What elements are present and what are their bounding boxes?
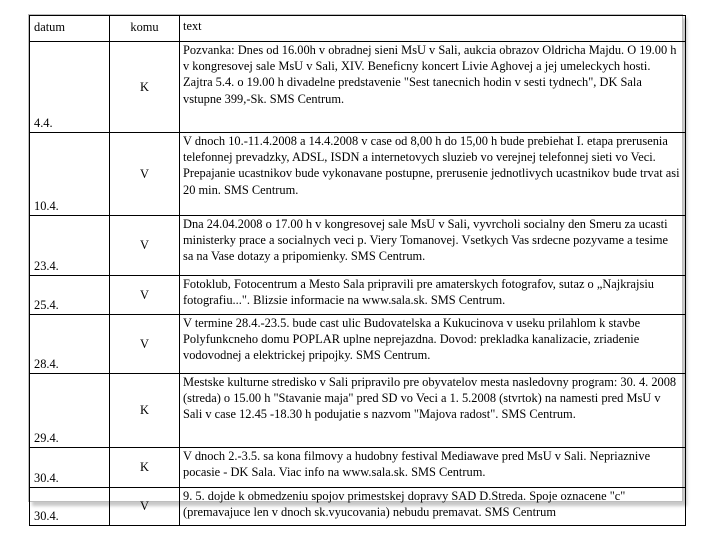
row-text: Dna 24.04.2008 o 17.00 h v kongresovej sale MsU v Sali, vyvrcholi socialny den Smeru za ucasti ministerky prace a socialnych veci p. Viery Tomanovej. Vsetkych Vas srdecne pozyvame a tesime sa na Vase dotazy a pripomienky. SMS Centrum. [180,216,686,276]
header-text: text [180,16,686,42]
row-date: 4.4. [30,42,110,133]
sms-table [29,15,686,526]
row-to: V [110,216,180,276]
row-date: 30.4. [30,488,110,526]
row-to: K [110,374,180,448]
row-date: 23.4. [30,216,110,276]
row-to: V [110,276,180,315]
table-row [30,276,686,315]
table-row [30,488,686,526]
header-date: datum [30,16,110,42]
row-to: K [110,42,180,133]
row-text: V dnoch 2.-3.5. sa kona filmovy a hudobny festival Mediawave pred MsU v Sali. Nepriaznive pocasie - DK Sala. Viac info na www.sala.sk. SMS Centrum. [180,448,686,488]
row-date: 29.4. [30,374,110,448]
row-date: 10.4. [30,133,110,216]
row-text: Pozvanka: Dnes od 16.00h v obradnej sieni MsU v Sali, aukcia obrazov Oldricha Majdu. O 19.00 h v kongresovej sale MsU v Sali, XIV. Beneficny koncert Livie Aghovej a jej umeleckych hosti. Zajtra 5.4. o 19.00 h divadelne predstavenie "Sest tanecnich hodin v sesti tydnech", DK Sala vstupne 399,-Sk. SMS Centrum. [180,42,686,133]
row-text: Fotoklub, Fotocentrum a Mesto Sala pripravili pre amaterskych fotografov, sutaz o „Najkrajsiu fotografiu...". Blizsie informacie na www.sala.sk. SMS Centrum. [180,276,686,315]
row-to: V [110,133,180,216]
table-row [30,216,686,276]
row-to: K [110,448,180,488]
table-row [30,374,686,448]
table-row [30,315,686,374]
row-to: V [110,315,180,374]
row-date: 28.4. [30,315,110,374]
row-text: V termine 28.4.-23.5. bude cast ulic Budovatelska a Kukucinova v useku prilahlom k stavbe Polyfunkcneho domu POPLAR uplne neprejazdna. Dovod: prekladka kanalizacie, zriadenie vodovodnej a elektrickej pripojky. SMS Centrum. [180,315,686,374]
row-to: V [110,488,180,526]
row-text: 9. 5. dojde k obmedzeniu spojov primestskej dopravy SAD D.Streda. Spoje oznacene "c" (premavajuce len v dnoch sk.vyucovania) nebudu premavat. SMS Centrum [180,488,686,526]
header-row [30,16,686,42]
row-text: V dnoch 10.-11.4.2008 a 14.4.2008 v case od 8,00 h do 15,00 h bude prebiehat I. etapa prerusenia telefonnej prevadzky, ADSL, ISDN a internetovych sluzieb vo verejnej telefonnej sieti vo Veci. Prepajanie ucastnikov bude vykonavane postupne, prerusenie jednotlivych ucastnikov bude trvat asi 20 min. SMS Centrum. [180,133,686,216]
row-date: 30.4. [30,448,110,488]
header-to: komu [110,16,180,42]
row-text: Mestske kulturne stredisko v Sali pripravilo pre obyvatelov mesta nasledovny program: 30. 4. 2008 (streda) o 15.00 h "Stavanie maja" pred SD vo Veci a 1. 5.2008 (stvrtok) na namesti pred MsU v Sali v case 12.45 -18.30 h podujatie s nazvom "Majova radost". SMS Centrum. [180,374,686,448]
table-row [30,448,686,488]
table-row [30,42,686,133]
row-date: 25.4. [30,276,110,315]
table-row [30,133,686,216]
